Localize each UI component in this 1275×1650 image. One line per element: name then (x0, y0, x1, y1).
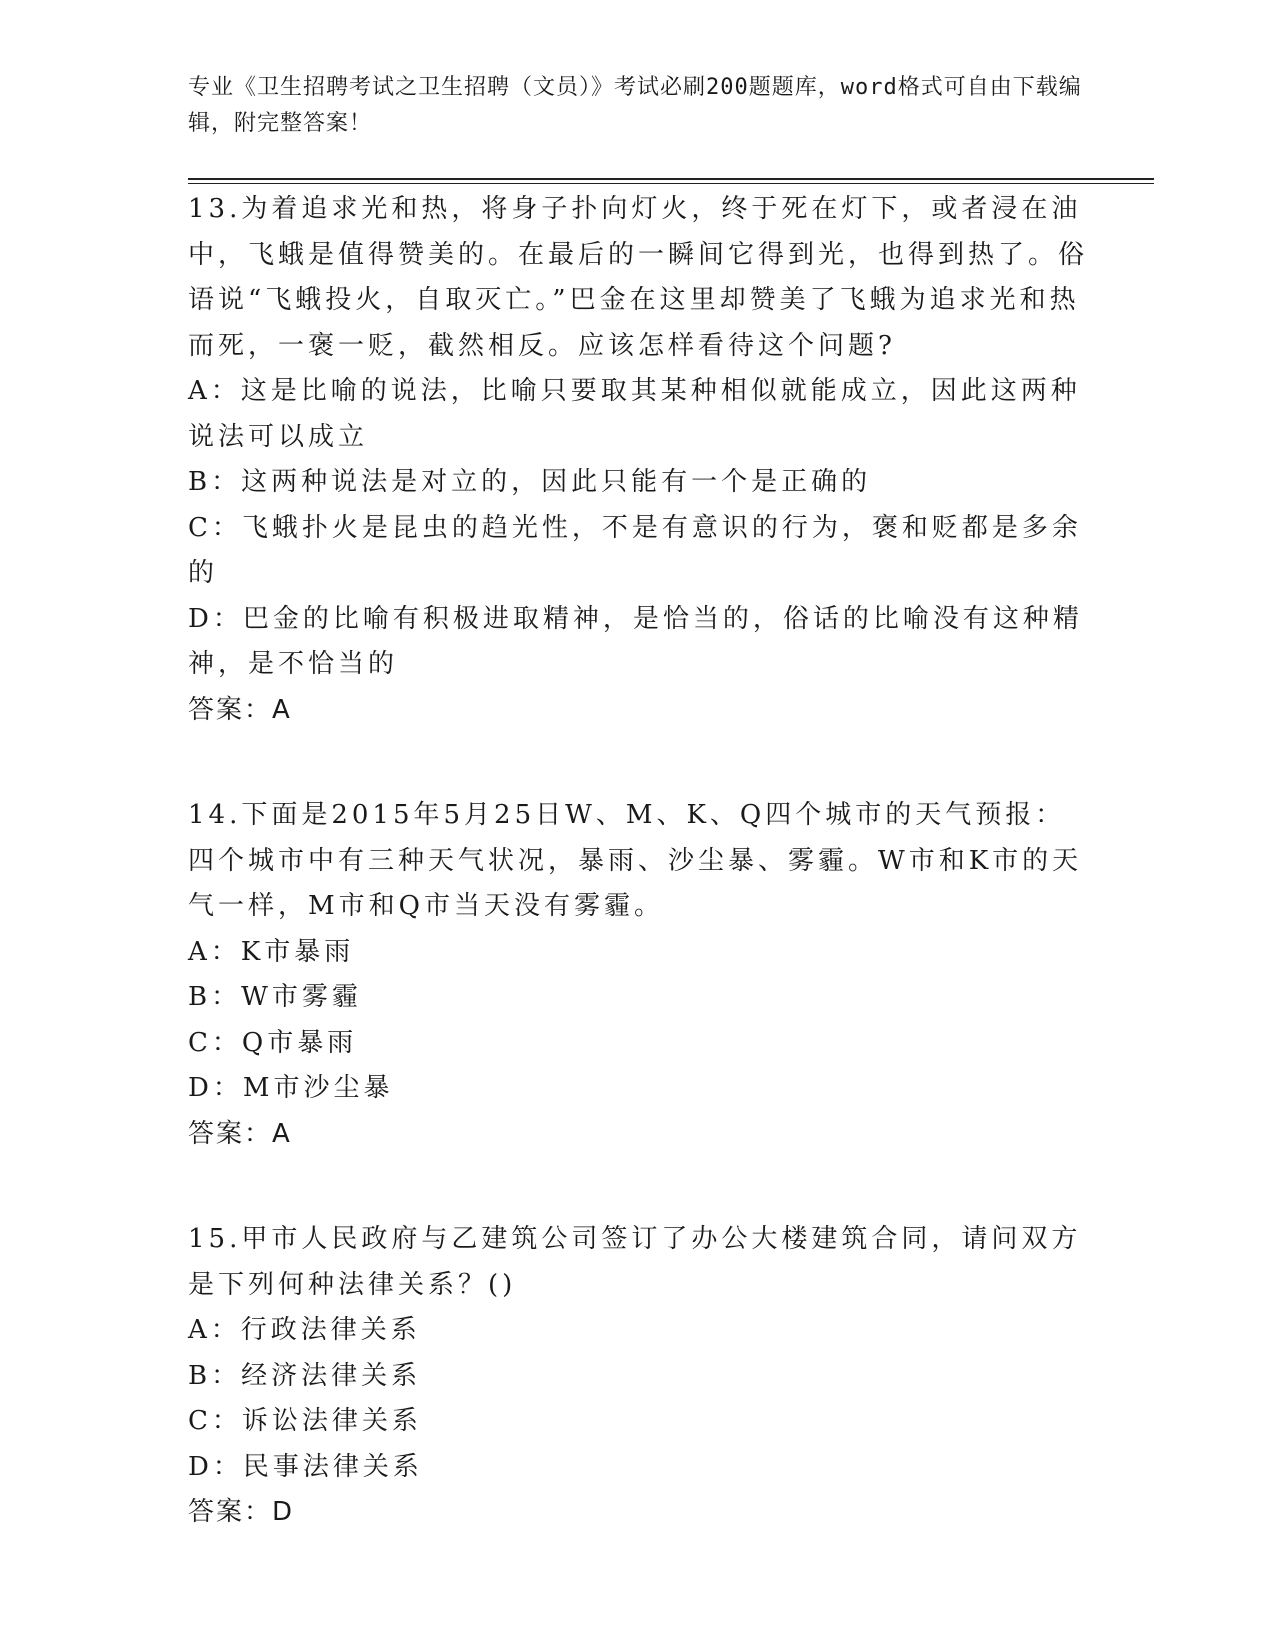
option-d: D：巴金的比喻有积极进取精神，是恰当的，俗话的比喻没有这种精神，是不恰当的 (188, 603, 1083, 679)
option-b: B：经济法律关系 (188, 1360, 422, 1391)
answer-label: 答案：A (188, 694, 292, 725)
option-a: A：行政法律关系 (188, 1315, 421, 1345)
option-b: B：W市雾霾 (188, 982, 362, 1012)
question-stem: 13.为着追求光和热，将身子扑向灯火，终于死在灯下，或者浸在油中，飞蛾是值得赞美的。在最后的一瞬间它得到光，也得到热了。俗语说“飞蛾投火，自取灭亡。”巴金在这里却赞美了飞蛾为追求光和热而死，一褒一贬，截然相反。应该怎样看待这个问题? (188, 194, 1089, 361)
option-a: A：K市暴雨 (188, 936, 355, 967)
option-c: C：Q市暴雨 (188, 1027, 358, 1058)
header-divider-thin (188, 183, 1154, 184)
question-14 (188, 793, 1088, 1157)
option-c: C：诉讼法律关系 (188, 1406, 422, 1436)
option-d: D：民事法律关系 (188, 1451, 423, 1482)
document-intro: 专业《卫生招聘考试之卫生招聘（文员）》考试必刷200题题库，word格式可自由下载编辑，附完整答案！ (188, 75, 1082, 136)
question-15 (188, 1217, 1088, 1536)
answer-label: 答案：A (188, 1118, 292, 1149)
header-divider-thick (188, 178, 1154, 180)
option-c: C：飞蛾扑火是昆虫的趋光性，不是有意识的行为，褒和贬都是多余的 (188, 512, 1082, 588)
question-stem: 14.下面是2015年5月25日W、M、K、Q四个城市的天气预报：四个城市中有三种天气状况，暴雨、沙尘暴、雾霾。W市和K市的天气一样，M市和Q市当天没有雾霾。 (188, 800, 1083, 921)
option-b: B：这两种说法是对立的，因此只能有一个是正确的 (188, 467, 872, 497)
question-list (188, 187, 1088, 1596)
answer-label: 答案：D (188, 1497, 295, 1527)
question-13 (188, 187, 1088, 733)
option-d: D：M市沙尘暴 (188, 1073, 394, 1103)
option-a: A：这是比喻的说法，比喻只要取其某种相似就能成立，因此这两种说法可以成立 (188, 376, 1081, 452)
question-stem: 15.甲市人民政府与乙建筑公司签订了办公大楼建筑合同，请问双方是下列何种法律关系？() (188, 1224, 1082, 1300)
